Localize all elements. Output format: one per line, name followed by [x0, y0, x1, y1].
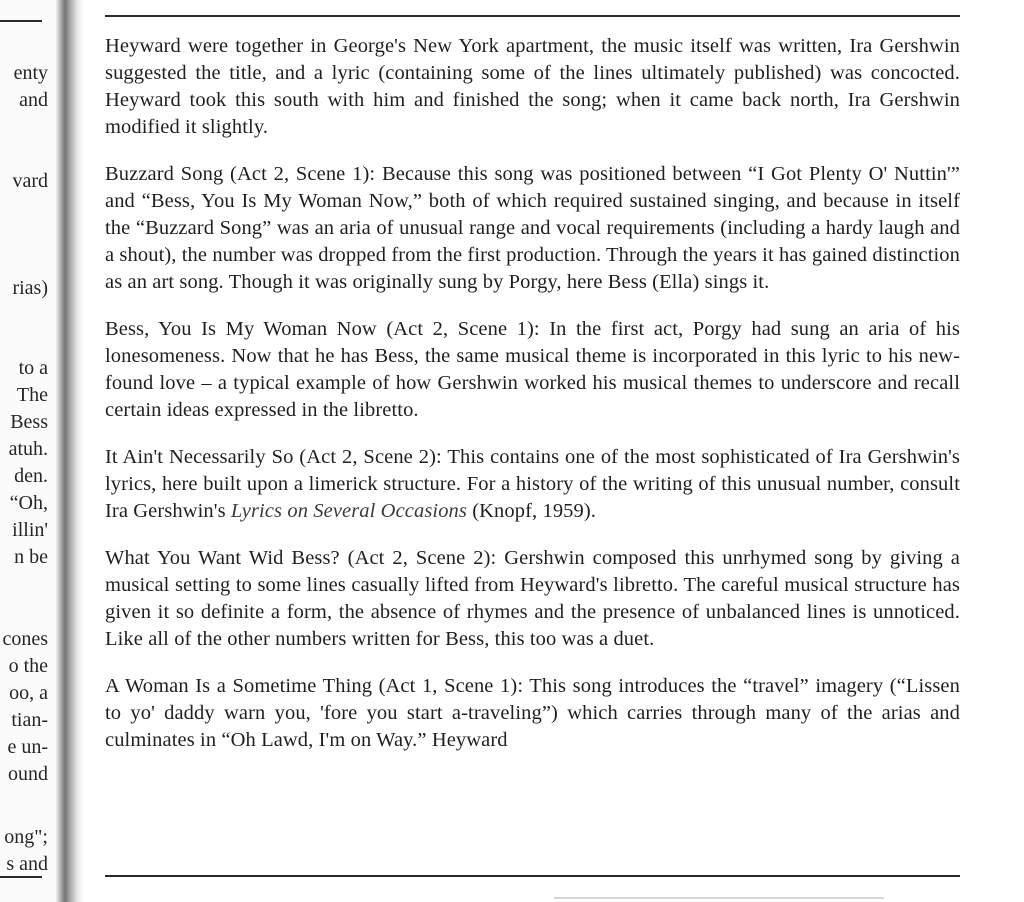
left-fragment-line: den. — [14, 465, 48, 487]
left-fragment-line: atuh. — [8, 438, 48, 460]
left-top-rule — [0, 20, 42, 22]
left-fragment-line: “Oh, — [9, 492, 48, 514]
left-fragment-line: ound — [8, 763, 48, 785]
left-fragment-line: illin' — [12, 519, 48, 541]
left-fragment-line: and — [19, 89, 48, 111]
entry-text: Because this song was positioned between “I Got Plenty O' Nuttin'” and “Bess, You Is My Woman Now,” both of which required sustained singing, and because in itself the “Buzzard Song” was an aria of unusual range and vocal requirements (including a hardy laugh and a shout), the number was dropped from the first production. Through the years it has gained distinction as an art song. Though it was originally sung by Porgy, here Bess (Ella) sings it. — [105, 163, 960, 293]
left-fragment-line: to a — [18, 357, 48, 379]
song-entries — [105, 33, 960, 774]
entry-text-after: (Knopf, 1959). — [466, 500, 597, 522]
entry-title: A Woman Is a Sometime Thing (Act 1, Scene 1): — [105, 675, 524, 697]
book-title-italic: Lyrics on Several Occasions — [230, 500, 467, 522]
left-fragment-line: vard — [12, 170, 48, 192]
left-fragment-line: ong"; — [4, 826, 48, 848]
left-fragment-line: e un- — [7, 736, 48, 758]
left-fragment-line: s and — [6, 853, 48, 875]
entry-text: Heyward were together in George's New York apartment, the music itself was written, Ira Gershwin suggested the title, and a lyric (containing some of the lines ultimately published) was concocted. Heyward took this south with him and finished the song; when it came back north, Ira Gershwin modified it slightly. — [105, 35, 960, 138]
left-bottom-rule — [0, 876, 42, 878]
left-fragment-line: The — [16, 384, 48, 406]
entry-text: In the first act, Porgy had sung an aria of his lonesomeness. Now that he has Bess, the same musical theme is incorporated in this lyric to his new-found love – a typical example of how Gershwin worked his musical themes to underscore and recall certain ideas expressed in the libretto. — [105, 318, 960, 421]
book-gutter-shadow — [56, 0, 84, 902]
left-fragment-line: enty — [13, 62, 48, 84]
entry-text: This contains one of the most sophisticated of Ira Gershwin's lyrics, here built upon a limerick structure. For a history of the writing of this unusual number, consult Ira Gershwin's — [105, 446, 960, 522]
left-page-fragment — [0, 0, 62, 902]
entry-buzzard-song — [105, 161, 960, 296]
left-fragment-line: o the — [8, 655, 48, 677]
top-rule — [105, 15, 960, 17]
entry-title: Bess, You Is My Woman Now (Act 2, Scene 1): — [105, 318, 540, 340]
bottom-rule — [105, 875, 960, 877]
entry-text: This song introduces the “travel” imagery (“Lissen to yo' daddy warn you, 'fore you start a-traveling”) which carries through many of the arias and culminates in “Oh Lawd, I'm on Way.” Heyward — [105, 675, 960, 751]
entry-a-woman-is-a-sometime-thing — [105, 673, 960, 754]
right-page — [84, 0, 1024, 902]
entry-title: Buzzard Song (Act 2, Scene 1): — [105, 163, 376, 185]
entry-title: It Ain't Necessarily So (Act 2, Scene 2): — [105, 446, 442, 468]
left-fragment-line: n be — [14, 546, 48, 568]
entry-heyward-intro — [105, 33, 960, 141]
entry-it-aint-necessarily-so — [105, 444, 960, 525]
entry-text: Gershwin composed this unrhymed song by giving a musical setting to some lines casually lifted from Heyward's libretto. The careful musical structure has given it so definite a form, the absence of rhymes and the presence of unbalanced lines is unnoticed. Like all of the other numbers written for Bess, this too was a duet. — [105, 547, 960, 650]
entry-what-you-want-wid-bess — [105, 545, 960, 653]
left-fragment-line: oo, a — [9, 682, 48, 704]
left-fragment-line: tian- — [11, 709, 48, 731]
entry-title: What You Want Wid Bess? (Act 2, Scene 2): — [105, 547, 497, 569]
left-fragment-line: rias) — [12, 277, 48, 299]
left-fragment-line: cones — [2, 628, 48, 650]
left-fragment-line: Bess — [10, 411, 48, 433]
entry-bess-you-is-my-woman-now — [105, 316, 960, 424]
faint-bottom-edge-rule — [554, 897, 884, 899]
